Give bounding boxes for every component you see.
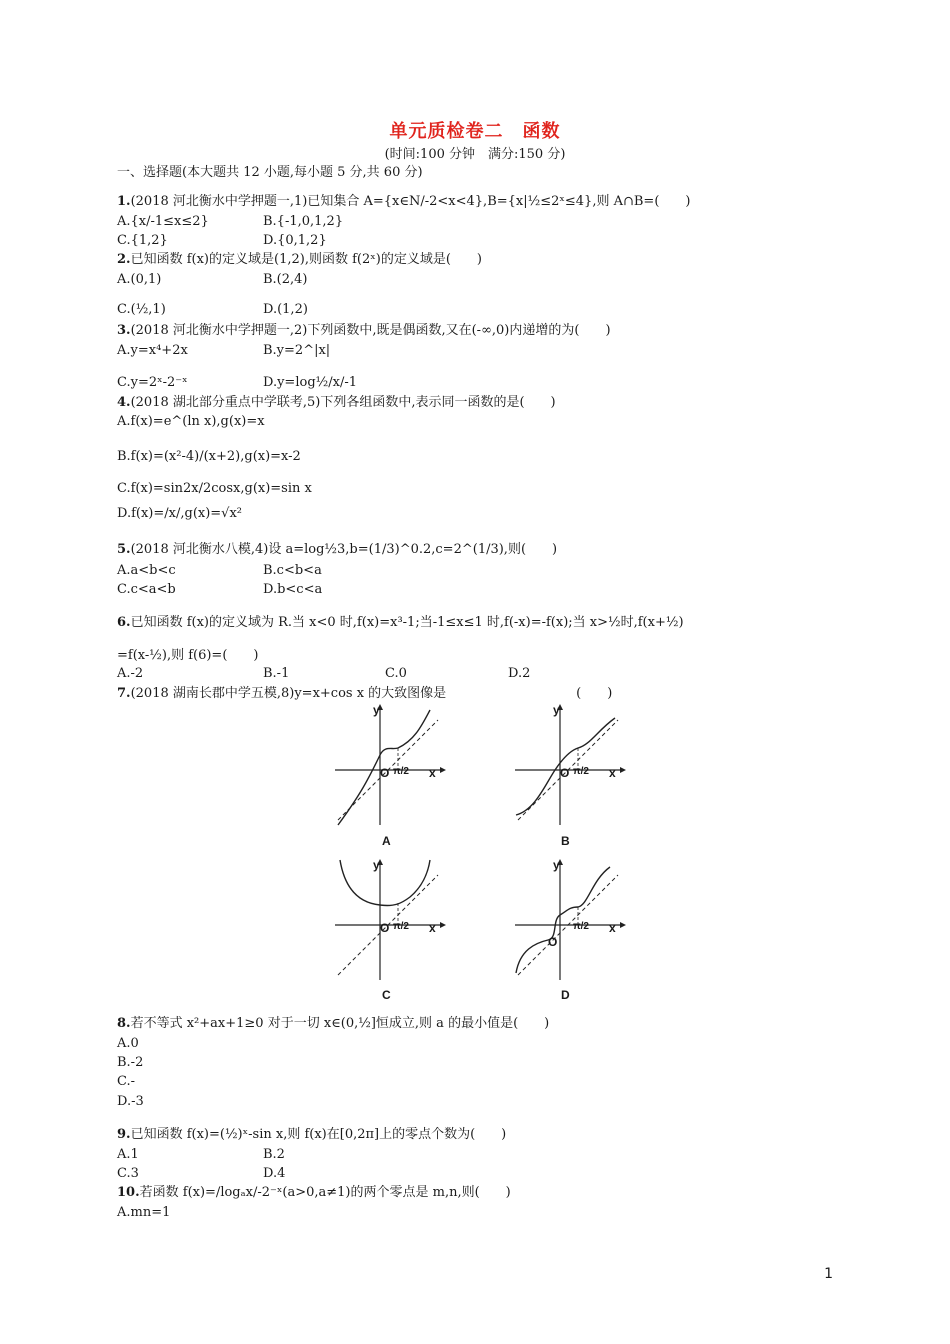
question-text: (2018 河北衡水中学押题一,1)已知集合 A={x∈N/-2<x<4},B={x|½≤2ˣ≤4},则 A∩B=( ) [130,194,691,209]
graph-d [510,855,635,985]
question-text: C.- [117,1074,136,1089]
question-line-q10a [117,1205,170,1221]
question-text: B.-2 [117,1055,144,1070]
question-text: A.y=x⁴+2x [117,343,188,358]
option-col2: B.(2,4) [263,272,308,287]
question-line-q8b [117,1055,143,1071]
option-col2: D.4 [263,1166,286,1181]
graph-c-tick: π/2 [393,921,409,932]
question-line-q2 [117,252,482,268]
option-col2: D.y=log½/x/-1 [263,375,357,390]
question-text: B.f(x)=(x²-4)/(x+2),g(x)=x-2 [117,449,301,464]
question-text: A.(0,1) [117,272,162,287]
graph-a-y-label: y [373,703,380,717]
question-line-q4b [117,449,301,465]
graph-d-origin: O [548,935,558,949]
question-line-q4d [117,506,242,522]
option-col2: B.-1 [263,666,290,681]
question-text: C.f(x)=sin2x/2cosx,g(x)=sin x [117,481,312,496]
question-number: 10. [117,1185,140,1200]
question-text: C.c<a<b [117,582,176,597]
option-col4: D.2 [508,666,531,681]
question-text: D.-3 [117,1094,144,1109]
option-col2: B.c<b<a [263,563,322,578]
question-line-q5 [117,542,557,558]
question-text: =f(x-½),则 f(6)=( ) [117,648,259,663]
page-subtitle: (时间:100 分钟 满分:150 分) [384,147,566,162]
question-line-q6b [117,648,258,664]
question-text: A.{x/-1≤x≤2} [117,214,209,229]
question-line-q5a [117,563,176,579]
question-number: 8. [117,1016,131,1031]
question-text: 若函数 f(x)=/logₐx/-2⁻ˣ(a>0,a≠1)的两个零点是 m,n,则( ) [139,1185,511,1200]
question-text: (2018 河北衡水八模,4)设 a=log½3,b=(1/3)^0.2,c=2^(1/3),则( ) [130,542,558,557]
question-text: 已知函数 f(x)的定义域是(1,2),则函数 f(2ˣ)的定义域是( ) [130,252,482,267]
question-line-q9 [117,1127,506,1143]
question-line-q2a [117,272,161,288]
question-text: (2018 湖北部分重点中学联考,5)下列各组函数中,表示同一函数的是( ) [130,395,556,410]
question-text: D.f(x)=/x/,g(x)=√x² [117,506,243,521]
graph-c-x-label: x [429,921,436,935]
graph-c-y-label: y [373,858,380,872]
question-line-q1a [117,214,209,230]
question-line-q10 [117,1185,511,1201]
graph-a-label: A [382,834,391,848]
question-number: 2. [117,252,131,267]
question-text: 若不等式 x²+ax+1≥0 对于一切 x∈(0,½]恒成立,则 a 的最小值是( ) [130,1016,550,1031]
question-number: 6. [117,615,131,630]
question-line-q5c [117,582,176,598]
graph-a [330,700,455,830]
graph-b-label: B [561,834,570,848]
option-col3: C.0 [385,666,407,681]
question-line-q6 [117,615,684,631]
question-number: 5. [117,542,131,557]
graph-c-label: C [382,988,391,1002]
question-line-q3 [117,323,611,339]
graph-c-origin: O [380,921,390,935]
question-line-q1c [117,233,168,249]
option-col2: B.2 [263,1147,285,1162]
question-line-q1 [117,194,690,210]
graph-d-tick: π/2 [573,921,589,932]
graph-a-origin: O [380,766,390,780]
question-text: C.y=2ˣ-2⁻ˣ [117,375,188,390]
option-col2: D.b<c<a [263,582,323,597]
question-line-q8c [117,1074,135,1090]
question-line-q8d [117,1094,144,1110]
graph-d-x-label: x [609,921,616,935]
question-text: C.3 [117,1166,139,1181]
option-col2: D.{0,1,2} [263,233,327,248]
question-text: A.0 [117,1036,139,1051]
question-line-q4c [117,481,312,497]
graph-a-x-label: x [429,766,436,780]
question-number: 7. [117,686,131,701]
graph-b-origin: O [560,766,570,780]
question-text: A.1 [117,1147,139,1162]
question-number: 9. [117,1127,131,1142]
question-line-q2c [117,302,166,318]
graph-d-y-label: y [553,858,560,872]
question-line-q3a [117,343,188,359]
question-line-q9a [117,1147,139,1163]
question-line-q9c [117,1166,139,1182]
question-text: C.(½,1) [117,302,166,317]
graph-c [330,855,455,985]
question-text: (2018 河北衡水中学押题一,2)下列函数中,既是偶函数,又在(-∞,0)内递增的为( ) [130,323,611,338]
question-text: A.-2 [117,666,144,681]
option-col2: B.{-1,0,1,2} [263,214,344,229]
option-col2: B.y=2^|x| [263,343,331,358]
graph-b-y-label: y [553,703,560,717]
question-line-q8 [117,1016,549,1032]
question-text: A.mn=1 [117,1205,171,1220]
graph-b-tick: π/2 [573,766,589,777]
question-text: A.f(x)=e^(ln x),g(x)=x [117,414,265,429]
question-line-q8a [117,1036,139,1052]
page-number: 1 [824,1266,833,1282]
graph-d-label: D [561,988,570,1002]
question-number: 3. [117,323,131,338]
question-text: C.{1,2} [117,233,168,248]
question-text: 已知函数 f(x)的定义域为 R.当 x<0 时,f(x)=x³-1;当-1≤x≤1 时,f(-x)=-f(x);当 x>½时,f(x+½) [130,615,684,630]
section-heading: 一、选择题(本大题共 12 小题,每小题 5 分,共 60 分) [117,165,423,180]
question-line-q4 [117,395,556,411]
question-text: 已知函数 f(x)=(½)ˣ-sin x,则 f(x)在[0,2π]上的零点个数为( ) [130,1127,507,1142]
question-number: 1. [117,194,131,209]
question-line-q4a [117,414,265,430]
graph-b [510,700,635,830]
graph-a-tick: π/2 [393,766,409,777]
question-line-q3c [117,375,188,391]
option-col2: D.(1,2) [263,302,308,317]
question-number: 4. [117,395,131,410]
graph-b-x-label: x [609,766,616,780]
question-text: A.a<b<c [117,563,176,578]
question-line-q6a [117,666,143,682]
question-text: (2018 湖南长郡中学五模,8)y=x+cos x 的大致图像是 ( ) [130,686,613,701]
page-title: 单元质检卷二 函数 [389,121,561,142]
